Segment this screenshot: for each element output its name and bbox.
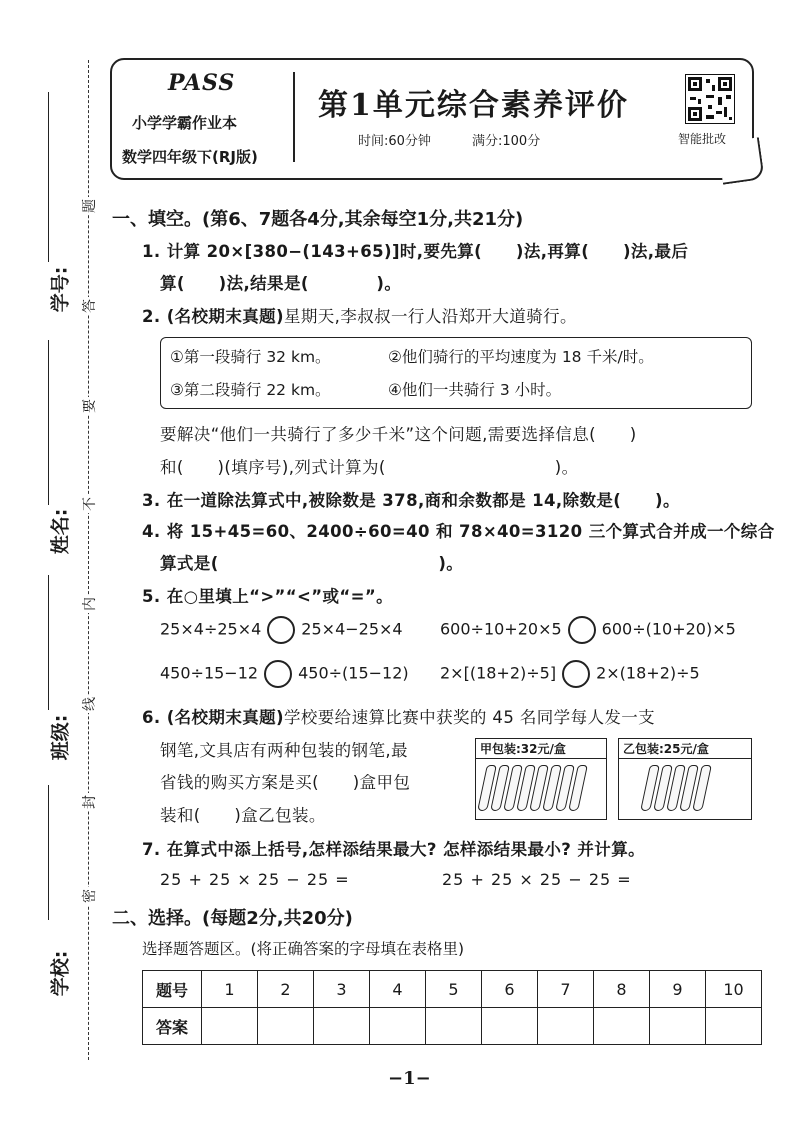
pack-a-figure	[475, 738, 607, 820]
cmp3-right: 450÷(15−12)	[298, 663, 409, 683]
name-label: 姓名:	[49, 508, 72, 555]
pack-b-label: 乙包装:25元/盒	[619, 739, 751, 759]
table-row	[143, 1008, 762, 1045]
cmp2-left: 600÷10+20×5	[440, 619, 562, 639]
q2-text: 星期天,李叔叔一行人沿郑开大道骑行。	[283, 307, 577, 326]
pack-a-pens	[476, 759, 606, 817]
q2-line3: 和( )(填序号),列式计算为( )。	[160, 458, 579, 477]
cut-char: 封	[79, 793, 99, 811]
class-label: 班级:	[49, 714, 72, 761]
school-line	[48, 785, 49, 920]
info-item-4: ④他们一共骑行 3 小时。	[388, 381, 562, 399]
cmp1-right: 25×4−25×4	[301, 619, 403, 639]
exam-time: 时间:60分钟	[358, 134, 431, 149]
question-number: 10	[706, 971, 762, 1008]
book-name: 小学学霸作业本	[132, 114, 238, 132]
section1-title: 一、填空。(第6、7题各4分,其余每空1分,共21分)	[112, 209, 524, 230]
answer-cell[interactable]	[202, 1008, 258, 1045]
answer-cell[interactable]	[482, 1008, 538, 1045]
student-id-line	[48, 92, 49, 262]
q1-line1: 1. 计算 20×[380−(143+65)]时,要先算( )法,再算( )法,最后	[142, 242, 689, 261]
cmp2-right: 600÷(10+20)×5	[601, 619, 736, 639]
q6-source-tag: 6. (名校期末真题)	[142, 708, 284, 727]
question-number: 1	[202, 971, 258, 1008]
answer-cell[interactable]	[258, 1008, 314, 1045]
section2-note: 选择题答题区。(将正确答案的字母填在表格里)	[142, 940, 465, 958]
answer-cell[interactable]	[538, 1008, 594, 1045]
q4-line2: 算式是( )。	[160, 554, 464, 573]
cut-char: 内	[79, 595, 99, 613]
q1-line2: 算( )法,结果是( )。	[160, 274, 402, 293]
cmp4-right: 2×(18+2)÷5	[596, 663, 700, 683]
compare-circle-2[interactable]	[568, 616, 596, 644]
class-line	[48, 575, 49, 710]
q7: 7. 在算式中添上括号,怎样添结果最大? 怎样添结果最小? 并计算。	[142, 840, 645, 859]
cut-char: 线	[79, 695, 99, 713]
cmp1-left: 25×4÷25×4	[160, 619, 262, 639]
qr-code-icon[interactable]	[685, 74, 735, 124]
q3: 3. 在一道除法算式中,被除数是 378,商和余数都是 14,除数是( )。	[142, 491, 680, 510]
answer-cell[interactable]	[650, 1008, 706, 1045]
name-line	[48, 340, 49, 505]
header-divider	[293, 72, 295, 162]
question-number: 7	[538, 971, 594, 1008]
q5: 5. 在○里填上“>”“<”或“=”。	[142, 587, 394, 606]
pack-b-pens	[619, 759, 751, 817]
book-edition: 数学四年级下(RJ版)	[122, 148, 258, 166]
question-number: 5	[426, 971, 482, 1008]
info-item-3: ③第二段骑行 22 km。	[170, 381, 331, 399]
compare-row-2	[440, 616, 736, 644]
q4-line1: 4. 将 15+45=60、2400÷60=40 和 78×40=3120 三个算式合并成一个综合	[142, 522, 775, 541]
q2-stem	[142, 303, 577, 327]
exam-score: 满分:100分	[472, 134, 541, 149]
cut-char: 要	[79, 397, 99, 415]
section2-title: 二、选择。(每题2分,共20分)	[112, 908, 353, 929]
q6-line3: 省钱的购买方案是买( )盒甲包	[160, 773, 411, 792]
compare-circle-4[interactable]	[562, 660, 590, 688]
q6-text: 学校要给速算比赛中获奖的 45 名同学每人发一支	[283, 708, 656, 727]
compare-row-4	[440, 660, 700, 688]
cmp4-left: 2×[(18+2)÷5]	[440, 663, 557, 683]
answer-cell[interactable]	[370, 1008, 426, 1045]
compare-circle-1[interactable]	[267, 616, 295, 644]
q6-line1	[142, 704, 655, 728]
answer-cell[interactable]	[706, 1008, 762, 1045]
q2-line2: 要解决“他们一共骑行了多少千米”这个问题,需要选择信息( )	[160, 425, 637, 444]
qr-caption: 智能批改	[678, 132, 727, 146]
answer-cell[interactable]	[594, 1008, 650, 1045]
pack-b-figure	[618, 738, 752, 820]
question-number: 2	[258, 971, 314, 1008]
pack-a-label: 甲包装:32元/盒	[476, 739, 606, 759]
student-id-label: 学号:	[49, 266, 72, 313]
answer-cell[interactable]	[426, 1008, 482, 1045]
info-item-1: ①第一段骑行 32 km。	[170, 348, 331, 366]
cmp3-left: 450÷15−12	[160, 663, 259, 683]
question-number: 8	[594, 971, 650, 1008]
q6-line2: 钢笔,文具店有两种包装的钢笔,最	[160, 741, 408, 760]
q2-source-tag: 2. (名校期末真题)	[142, 307, 284, 326]
compare-circle-3[interactable]	[264, 660, 292, 688]
table-row	[143, 971, 762, 1008]
brand-logo: PASS	[168, 70, 236, 96]
info-item-2: ②他们骑行的平均速度为 18 千米/时。	[388, 348, 654, 366]
question-number: 4	[370, 971, 426, 1008]
row-header-number: 题号	[143, 971, 202, 1008]
q7-expr-1: 25 + 25 × 25 − 25 =	[160, 870, 350, 889]
cut-char: 答	[79, 297, 99, 315]
school-label: 学校:	[49, 950, 72, 997]
cut-char: 不	[79, 495, 99, 513]
question-number: 6	[482, 971, 538, 1008]
page-number: −1−	[388, 1068, 431, 1089]
answer-cell[interactable]	[314, 1008, 370, 1045]
q7-expr-2: 25 + 25 × 25 − 25 =	[442, 870, 632, 889]
compare-row-1	[160, 616, 403, 644]
answer-table	[142, 970, 762, 1045]
question-number: 9	[650, 971, 706, 1008]
cut-char: 题	[79, 197, 99, 215]
compare-row-3	[160, 660, 409, 688]
row-header-answer: 答案	[143, 1008, 202, 1045]
q6-line4: 装和( )盒乙包装。	[160, 806, 326, 825]
page-title: 第1单元综合素养评价	[318, 88, 629, 123]
cut-char: 密	[79, 887, 99, 905]
question-number: 3	[314, 971, 370, 1008]
